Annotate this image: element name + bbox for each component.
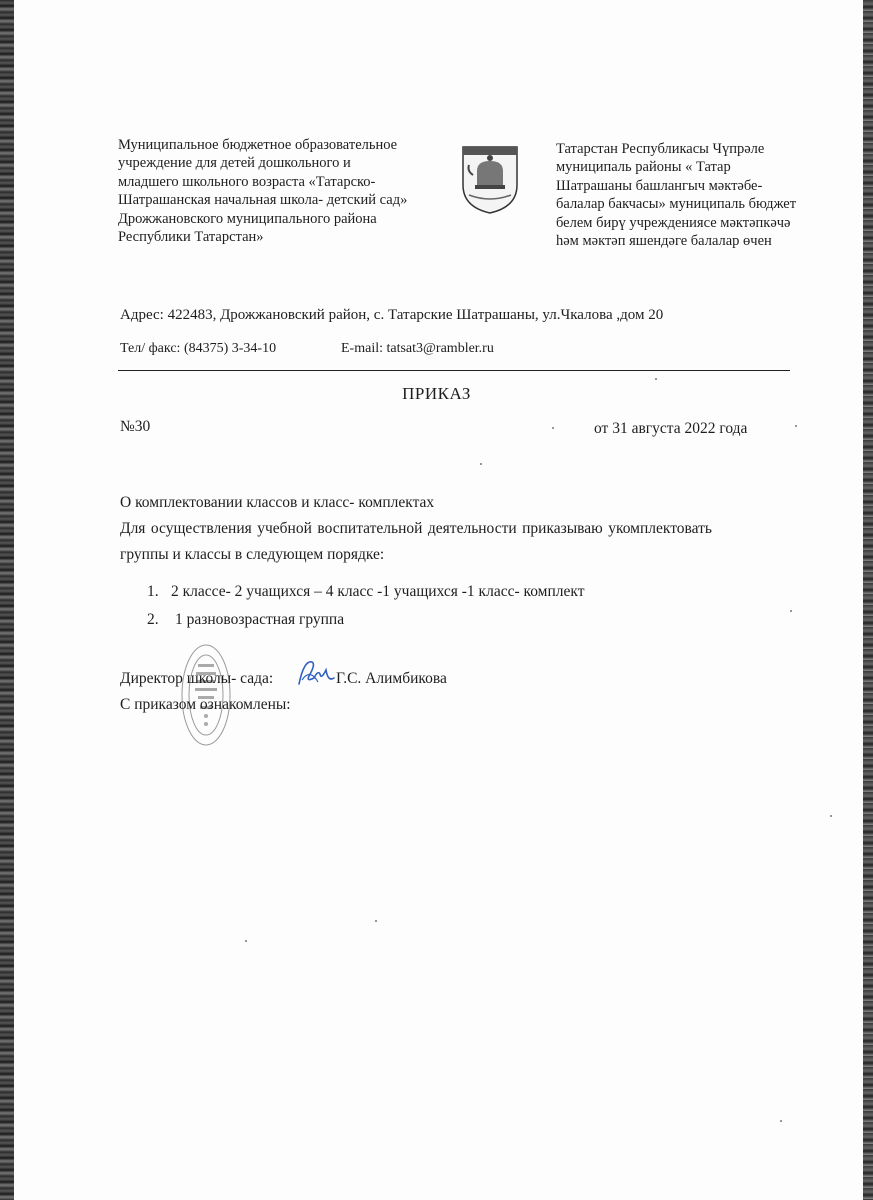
scan-speck — [795, 425, 797, 427]
order-intro-line1: Для осуществления учебной воспитательной деятельности приказываю укомплектовать — [120, 520, 712, 537]
scan-edge-right — [863, 0, 873, 1200]
header-left-block — [118, 136, 407, 246]
header-right-line: балалар бакчасы» муниципаль бюджет — [556, 196, 797, 213]
scan-speck — [790, 610, 792, 612]
header-left-line: Республики Татарстан» — [118, 229, 264, 246]
header-left-line: Дрожжановского муниципального района — [118, 210, 377, 227]
director-label: Директор школы- сада: — [120, 670, 274, 687]
document-title: ПРИКАЗ — [402, 384, 471, 403]
director-signature — [296, 656, 336, 690]
header-right-line: Татарстан Республикасы Чүпрәле — [556, 141, 765, 157]
header-right-line: белем бирү учреждениясе мәктәпкәчә — [556, 214, 791, 231]
official-seal-stamp — [178, 640, 234, 750]
header-left-line: учреждение для детей дошкольного и — [118, 155, 351, 172]
list-item-number: 1. — [147, 583, 159, 600]
scan-speck — [480, 463, 482, 465]
director-name: Г.С. Алимбикова — [336, 670, 447, 687]
coat-of-arms-emblem — [455, 141, 525, 215]
order-date: от 31 августа 2022 года — [594, 420, 748, 437]
order-subject: О комплектовании классов и класс- комплектах — [120, 494, 435, 511]
address-line: Адрес: 422483, Дрожжановский район, с. Татарские Шатрашаны, ул.Чкалова ,дом 20 — [120, 307, 664, 323]
phone-line: Тел/ факс: (84375) 3-34-10 — [120, 341, 277, 356]
list-item-text: 2 классе- 2 учащихся – 4 класс -1 учащихся -1 класс- комплект — [171, 583, 585, 600]
header-right-line: һәм мәктәп яшендәге балалар өчен — [556, 233, 772, 250]
scan-speck — [552, 427, 554, 429]
header-left-line: Муниципальное бюджетное образовательное — [118, 137, 398, 153]
scan-speck — [245, 940, 247, 942]
list-item-text: 1 разновозрастная группа — [175, 611, 345, 628]
order-intro-line2: группы и классы в следующем порядке: — [120, 546, 385, 563]
scan-speck — [375, 920, 377, 922]
list-item-number: 2. — [147, 611, 159, 628]
header-right-block — [556, 140, 796, 250]
header-left-line: младшего школьного возраста «Татарско- — [118, 173, 376, 190]
scan-speck — [830, 815, 832, 817]
order-number: №30 — [120, 418, 151, 435]
header-left-line: Шатрашанская начальная школа- детский сад» — [118, 192, 408, 209]
header-divider — [118, 370, 790, 371]
acknowledged-line: С приказом ознакомлены: — [120, 696, 291, 713]
header-right-line: Шатрашаны башлангыч мәктәбе- — [556, 177, 763, 194]
scan-speck — [655, 378, 657, 380]
scan-speck — [780, 1120, 782, 1122]
email-line: E-mail: tatsat3@rambler.ru — [341, 341, 494, 356]
header-right-line: муниципаль районы « Татар — [556, 159, 731, 176]
scan-edge-left — [0, 0, 14, 1200]
